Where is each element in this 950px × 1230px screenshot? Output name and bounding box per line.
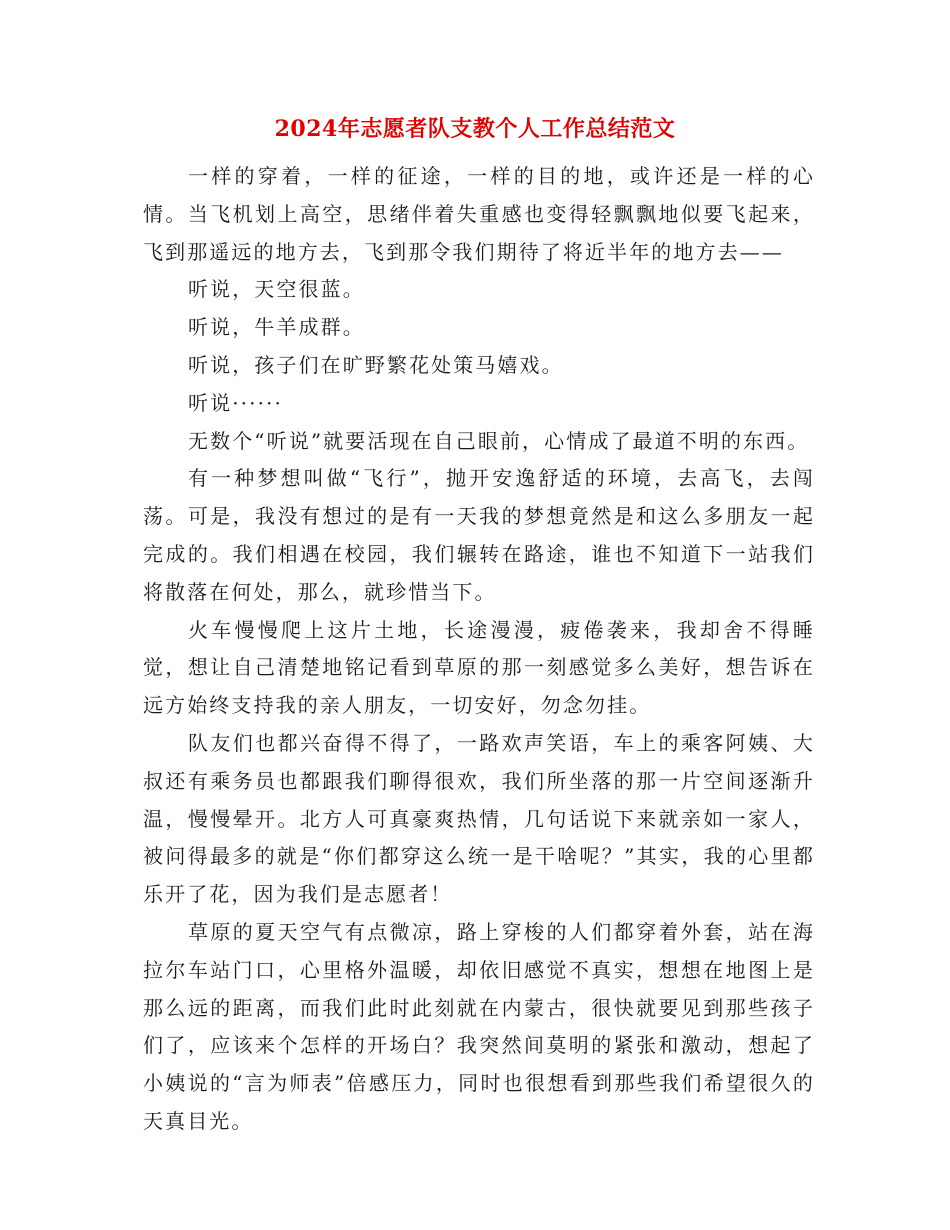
paragraph: 听说，孩子们在旷野繁花处策马嬉戏。 [188, 352, 564, 377]
paragraph: 火车慢慢爬上这片土地，长途漫漫，疲倦袭来，我却舍不得睡觉，想让自己清楚地铭记看到草原的那一刻感觉多么美好，想告诉在远方始终支持我的亲人朋友，一切安好，勿念勿挂。 [143, 617, 815, 718]
document-title: 2024年志愿者队支教个人工作总结范文 [274, 116, 676, 142]
paragraph: 一样的穿着，一样的征途，一样的目的地，或许还是一样的心情。当飞机划上高空，思绪伴着失重感也变得轻飘飘地似要飞起来，飞到那遥远的地方去，飞到那令我们期待了将近半年的地方去—— [143, 164, 815, 264]
paragraph: 草原的夏天空气有点微凉，路上穿梭的人们都穿着外套，站在海拉尔车站门口，心里格外温暖，却依旧感觉不真实，想想在地图上是那么远的距离，而我们此时此刻就在内蒙古，很快就要见到那些孩子们了，应该来个怎样的开场白？我突然间莫明的紧张和激动，想起了小姨说的“言为师表”倍感压力，同时也很想看到那些我们希望很久的天真目光。 [143, 919, 815, 1133]
paragraph: 听说······ [188, 390, 283, 415]
paragraph: 无数个“听说”就要活现在自己眼前，心情成了最道不明的东西。 [188, 428, 810, 453]
paragraph: 听说，天空很蓝。 [188, 277, 365, 302]
paragraph: 听说，牛羊成群。 [188, 315, 365, 340]
paragraph: 队友们也都兴奋得不得了，一路欢声笑语，车上的乘客阿姨、大叔还有乘务员也都跟我们聊得很欢，我们所坐落的那一片空间逐渐升温，慢慢晕开。北方人可真豪爽热情，几句话说下来就亲如一家人，被问得最多的就是“你们都穿这么统一是干啥呢？”其实，我的心里都乐开了花，因为我们是志愿者！ [143, 730, 815, 907]
paragraph: 有一种梦想叫做“飞行”，抛开安逸舒适的环境，去高飞，去闯荡。可是，我没有想过的是有一天我的梦想竟然是和这么多朋友一起完成的。我们相遇在校园，我们辗转在路途，谁也不知道下一站我们将散落在何处，那么，就珍惜当下。 [143, 466, 815, 604]
document-body [143, 158, 815, 1141]
